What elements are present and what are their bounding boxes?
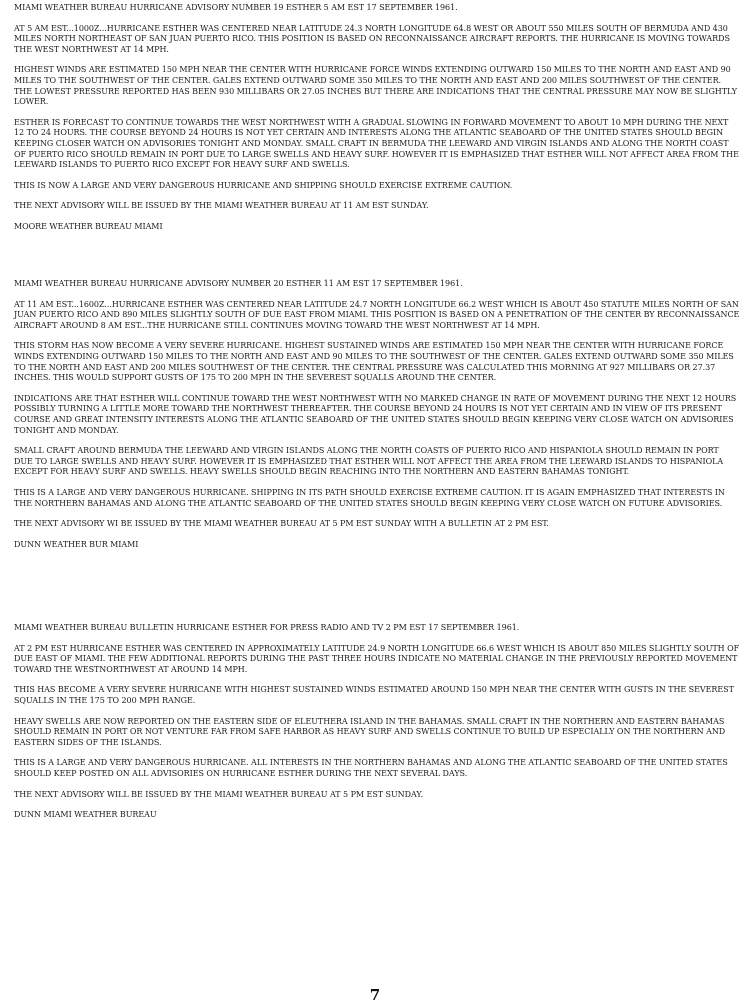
advisory-19-signature: MOORE WEATHER BUREAU MIAMI (14, 221, 163, 231)
advisory-20-paragraph-3: INDICATIONS ARE THAT ESTHER WILL CONTINUE TOWARD THE WEST NORTHWEST WITH NO MARKED CHANGE IN RATE OF MOVEMENT DURING THE NEXT 12 HOURS POSSIBLY TURNING A LITTLE MORE TOWARD THE NORTHWEST THEREAFTER. THE COURSE BEYOND 24 HOURS IS NOT YET CERTAIN AND IN VIEW OF ITS PRESENT COURSE AND GREAT INTENSITY INTERESTS ALONG THE ATLANTIC SEABOARD OF THE UNITED STATES SHOULD BEGIN KEEPING VERY CLOSE WATCH ON ADVISORIES TONIGHT AND MONDAY. (14, 393, 737, 435)
advisory-19-heading: MIAMI WEATHER BUREAU HURRICANE ADVISORY NUMBER 19 ESTHER 5 AM EST 17 SEPTEMBER 1961. (14, 3, 458, 12)
advisory-19-paragraph-2: HIGHEST WINDS ARE ESTIMATED 150 MPH NEAR THE CENTER WITH HURRICANE FORCE WINDS EXTENDING OUTWARD 150 MILES TO THE NORTH AND EAST AND 90 MILES TO THE SOUTHWEST OF THE CENTER. GALES EXTEND OUTWARD SOME 350 MILES TO THE NORTH AND EAST AND 200 MILES SOUTHWEST OF THE CENTER. THE LOWEST PRESSURE REPORTED HAS BEEN 930 MILLIBARS OR 27.05 INCHES BUT THERE ARE INDICATIONS THAT THE CENTRAL PRESSURE MAY NOW BE SLIGHTLY LOWER. (14, 65, 738, 107)
advisory-19-paragraph-5: THE NEXT ADVISORY WILL BE ISSUED BY THE MIAMI WEATHER BUREAU AT 11 AM EST SUNDAY. (14, 201, 429, 211)
bulletin-paragraph-5: THE NEXT ADVISORY WILL BE ISSUED BY THE MIAMI WEATHER BUREAU AT 5 PM EST SUNDAY. (14, 789, 424, 799)
bulletin (14, 623, 740, 831)
advisory-20-signature: DUNN WEATHER BUR MIAMI (14, 539, 139, 549)
advisory-20 (14, 279, 740, 560)
bulletin-paragraph-1: AT 2 PM EST HURRICANE ESTHER WAS CENTERED IN APPROXIMATELY LATITUDE 24.9 NORTH LONGITUDE 66.6 WEST WHICH IS ABOUT 850 MILES SLIGHTLY SOUTH OF DUE EAST OF MIAMI. THE FEW ADDITIONAL REPORTS DURING THE PAST THREE HOURS INDICATE NO MATERIAL CHANGE IN THE PREVIOUSLY REPORTED MOVEMENT TOWARD THE WESTNORTHWEST AT AROUND 14 MPH. (14, 643, 740, 674)
bulletin-paragraph-3: HEAVY SWELLS ARE NOW REPORTED ON THE EASTERN SIDE OF ELEUTHERA ISLAND IN THE BAHAMAS. SMALL CRAFT IN THE NORTHERN AND EASTERN BAHAMAS SHOULD REMAIN IN PORT OR NOT VENTURE FAR FROM SAFE HARBOR AS HEAVY SURF AND SWELLS CONTINUE TO BUILD UP ESPECIALLY ON THE NORTHERN AND EASTERN SIDES OF THE ISLANDS. (14, 716, 726, 747)
advisory-20-paragraph-5: THIS IS A LARGE AND VERY DANGEROUS HURRICANE. SHIPPING IN ITS PATH SHOULD EXERCISE EXTREME CAUTION. IT IS AGAIN EMPHASIZED THAT INTERESTS IN THE NORTHERN BAHAMAS AND ALONG THE ATLANTIC SEABOARD OF THE UNITED STATES SHOULD BEGIN KEEPING VERY CLOSE WATCH ON FUTURE ADVISORIES. (14, 487, 725, 508)
advisory-20-paragraph-6: THE NEXT ADVISORY WI BE ISSUED BY THE MIAMI WEATHER BUREAU AT 5 PM EST SUNDAY WITH A BULLETIN AT 2 PM EST. (14, 519, 549, 529)
page-number: 7 (369, 986, 381, 1004)
advisory-20-heading: MIAMI WEATHER BUREAU HURRICANE ADVISORY NUMBER 20 ESTHER 11 AM EST 17 SEPTEMBER 1961. (14, 279, 463, 288)
bulletin-signature: DUNN MIAMI WEATHER BUREAU (14, 810, 157, 820)
advisory-20-paragraph-2: THIS STORM HAS NOW BECOME A VERY SEVERE HURRICANE. HIGHEST SUSTAINED WINDS ARE ESTIMATED 150 MPH NEAR THE CENTER WITH HURRICANE FORCE WINDS EXTENDING OUTWARD 150 MILES TO THE NORTH AND EAST AND 90 MILES TO THE SOUTHWEST OF THE CENTER. GALES EXTEND OUTWARD SOME 350 MILES TO THE NORTH AND EAST AND 200 MILES SOUTHWEST OF THE CENTER. THE CENTRAL PRESSURE WAS CALCULATED THIS MORNING AT 927 MILLIBARS OR 27.37 INCHES. THIS WOULD SUPPORT GUSTS OF 175 TO 200 MPH IN THE SEVEREST SQUALLS AROUND THE CENTER. (14, 341, 734, 383)
bulletin-heading: MIAMI WEATHER BUREAU BULLETIN HURRICANE ESTHER FOR PRESS RADIO AND TV 2 PM EST 17 SEPTEMBER 1961. (14, 623, 520, 632)
advisory-19-paragraph-3: ESTHER IS FORECAST TO CONTINUE TOWARDS THE WEST NORTHWEST WITH A GRADUAL SLOWING IN FORWARD MOVEMENT TO ABOUT 10 MPH DURING THE NEXT 12 TO 24 HOURS. THE COURSE BEYOND 24 HOURS IS NOT YET CERTAIN AND INTERESTS ALONG THE ATLANTIC SEABOARD OF THE UNITED STATES SHOULD BEGIN KEEPING CLOSER WATCH ON ADVISORIES TONIGHT AND MONDAY. SMALL CRAFT IN BERMUDA THE LEEWARD AND VIRGIN ISLANDS AND ALONG THE NORTH COAST OF PUERTO RICO SHOULD REMAIN IN PORT DUE TO LARGE SWELLS AND HEAVY SURF. HOWEVER IT IS EMPHASIZED THAT ESTHER WILL NOT AFFECT AREA FROM THE LEEWARD ISLANDS TO PUERTO RICO EXCEPT FOR HEAVY SURF AND SWELLS. (14, 117, 739, 170)
advisory-19-paragraph-4: THIS IS NOW A LARGE AND VERY DANGEROUS HURRICANE AND SHIPPING SHOULD EXERCISE EXTREME CAUTION. (14, 180, 513, 190)
bulletin-paragraph-4: THIS IS A LARGE AND VERY DANGEROUS HURRICANE. ALL INTERESTS IN THE NORTHERN BAHAMAS AND ALONG THE ATLANTIC SEABOARD OF THE UNITED STATES SHOULD KEEP POSTED ON ALL ADVISORIES ON HURRICANE ESTHER DURING THE NEXT SEVERAL DAYS. (14, 758, 728, 778)
advisory-20-paragraph-4: SMALL CRAFT AROUND BERMUDA THE LEEWARD AND VIRGIN ISLANDS ALONG THE NORTH COASTS OF PUERTO RICO AND HISPANIOLA SHOULD REMAIN IN PORT DUE TO LARGE SWELLS AND HEAVY SURF. HOWEVER IT IS EMPHASIZED THAT ESTHER WILL NOT AFFECT THE AREA FROM THE LEEWARD ISLANDS TO HISPANIOLA EXCEPT FOR HEAVY SURF AND SWELLS. HEAVY SWELLS SHOULD BEGIN REACHING INTO THE NORTHERN AND EASTERN BAHAMAS TONIGHT. (14, 446, 724, 477)
advisory-20-paragraph-1: AT 11 AM EST...1600Z...HURRICANE ESTHER WAS CENTERED NEAR LATITUDE 24.7 NORTH LONGITUDE 66.2 WEST WHICH IS ABOUT 450 STATUTE MILES NORTH OF SAN JUAN PUERTO RICO AND 890 MILES SLIGHTLY SOUTH OF DUE EAST FROM MIAMI. THIS POSITION IS BASED ON A PENETRATION OF THE CENTER BY RECONNAISSANCE AIRCRAFT AROUND 8 AM EST...THE HURRICANE STILL CONTINUES MOVING TOWARD THE WEST NORTHWEST AT 14 MPH. (14, 299, 740, 330)
bulletin-paragraph-2: THIS HAS BECOME A VERY SEVERE HURRICANE WITH HIGHEST SUSTAINED WINDS ESTIMATED AROUND 150 MPH NEAR THE CENTER WITH GUSTS IN THE SEVEREST SQUALLS IN THE 175 TO 200 MPH RANGE. (14, 685, 734, 705)
advisory-19-paragraph-1: AT 5 AM EST...1000Z...HURRICANE ESTHER WAS CENTERED NEAR LATITUDE 24.3 NORTH LONGITUDE 64.8 WEST OR ABOUT 550 MILES SOUTH OF BERMUDA AND 430 MILES NORTH NORTHEAST OF SAN JUAN PUERTO RICO. THIS POSITION IS BASED ON RECONNAISSANCE AIRCRAFT REPORTS. THE HURRICANE IS MOVING TOWARDS THE WEST NORTHWEST AT 14 MPH. (14, 23, 730, 54)
advisory-19 (14, 3, 740, 243)
